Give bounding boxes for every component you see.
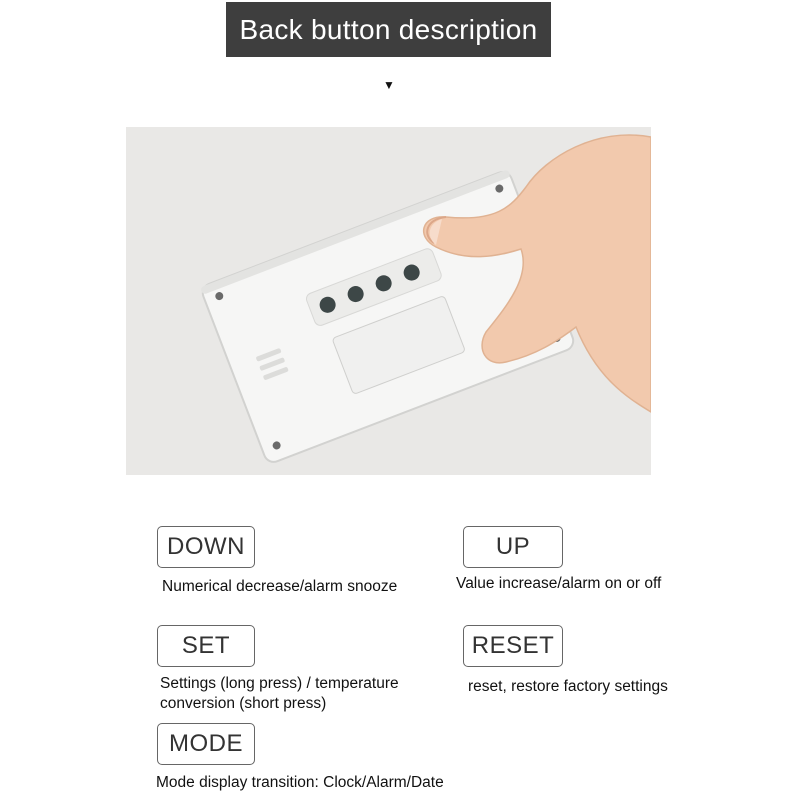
reset-button-label [463,625,563,667]
set-description: Settings (long press) / temperature conversion (short press) [160,675,399,712]
clock-back-illustration [126,127,651,475]
down-description: Numerical decrease/alarm snooze [162,578,398,595]
mode-label-text: MODE [169,730,243,757]
page-title: Back button description [239,13,538,45]
down-label-text: DOWN [167,533,245,560]
reset-description: reset, restore factory settings [468,678,668,695]
set-label-text: SET [181,632,231,659]
set-button-label [157,625,255,667]
down-arrow-icon: ▼ [383,78,395,92]
up-label-text: UP [495,533,531,560]
mode-button-label [157,723,255,765]
product-photo [126,127,651,475]
down-button-label [157,526,255,568]
title-banner [226,2,551,57]
up-button-label [463,526,563,568]
mode-description: Mode display transition: Clock/Alarm/Date [156,774,444,791]
reset-label-text: RESET [471,632,555,659]
up-description: Value increase/alarm on or off [456,575,662,592]
